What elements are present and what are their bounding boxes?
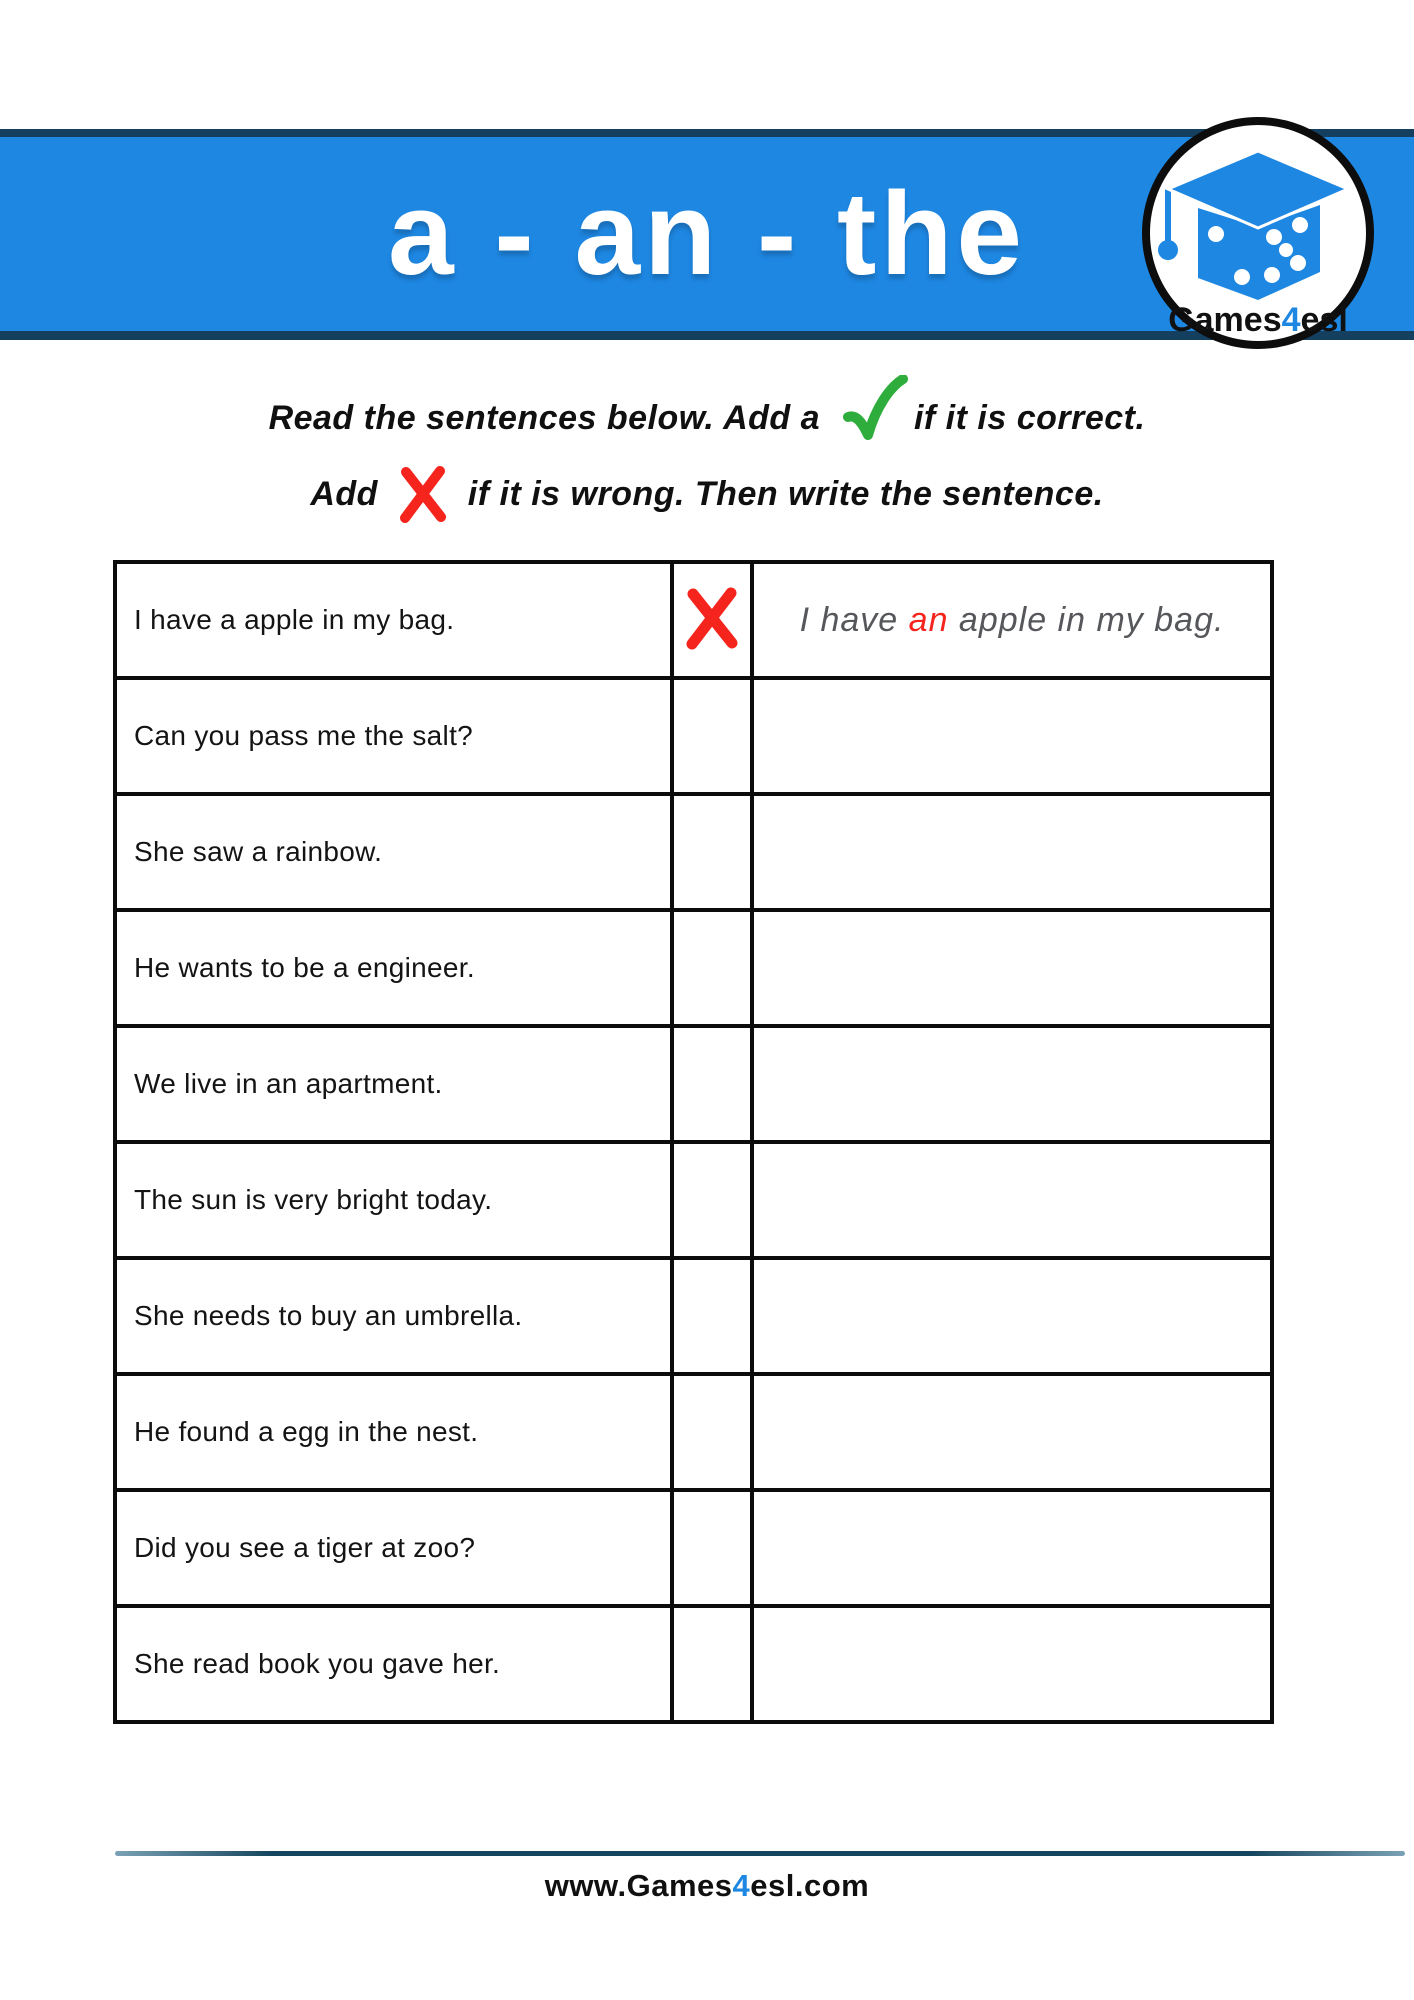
- mark-cell[interactable]: [672, 1142, 752, 1258]
- sentence-text: I have a apple in my bag.: [134, 604, 455, 635]
- sentence-cell: [115, 678, 672, 794]
- table-row: [115, 1258, 1272, 1374]
- red-cross-icon: [684, 585, 740, 651]
- answer-cell[interactable]: [752, 562, 1272, 678]
- table-row: [115, 678, 1272, 794]
- sentence-text: She saw a rainbow.: [134, 836, 383, 867]
- answer-cell[interactable]: [752, 794, 1272, 910]
- mark-cell[interactable]: [672, 562, 752, 678]
- answer-cell[interactable]: [752, 1374, 1272, 1490]
- sentence-cell: [115, 1490, 672, 1606]
- sentence-cell: [115, 794, 672, 910]
- mark-cell[interactable]: [672, 794, 752, 910]
- sentence-text: She needs to buy an umbrella.: [134, 1300, 523, 1331]
- sentence-cell: [115, 1374, 672, 1490]
- instruction-line-1: [0, 380, 1414, 456]
- graduation-cap-dice-icon: [1136, 111, 1380, 355]
- instructions: [0, 380, 1414, 532]
- mark-cell[interactable]: [672, 1026, 752, 1142]
- sentence-text: Can you pass me the salt?: [134, 720, 474, 751]
- sentence-text: He found a egg in the nest.: [134, 1416, 479, 1447]
- sentence-text: She read book you gave her.: [134, 1648, 501, 1679]
- sentence-text: The sun is very bright today.: [134, 1184, 493, 1215]
- sentence-cell: [115, 562, 672, 678]
- green-check-icon: [842, 375, 908, 447]
- table-row: [115, 1374, 1272, 1490]
- handwritten-answer: I have an apple in my bag.: [799, 600, 1225, 639]
- answer-cell[interactable]: [752, 910, 1272, 1026]
- red-cross-icon: [398, 465, 448, 523]
- table-row: [115, 1142, 1272, 1258]
- mark-cell[interactable]: [672, 1606, 752, 1722]
- mark-cell[interactable]: [672, 1490, 752, 1606]
- answer-cell[interactable]: [752, 678, 1272, 794]
- table-row: [115, 1490, 1272, 1606]
- sentence-table: [113, 560, 1274, 1724]
- mark-cell[interactable]: [672, 1258, 752, 1374]
- table-row: [115, 794, 1272, 910]
- sentence-cell: [115, 1142, 672, 1258]
- instruction-text: if it is correct.: [913, 398, 1146, 437]
- logo-brand-text: Games4esl: [1168, 301, 1348, 339]
- instruction-text: if it is wrong. Then write the sentence.: [457, 474, 1104, 513]
- sentence-cell: [115, 910, 672, 1026]
- tassel-ball: [1158, 240, 1178, 260]
- instruction-line-2: [0, 456, 1414, 532]
- mark-cell[interactable]: [672, 1374, 752, 1490]
- sentence-cell: [115, 1026, 672, 1142]
- instruction-text: Add: [310, 474, 388, 513]
- mark-cell[interactable]: [672, 678, 752, 794]
- instruction-text: Read the sentences below. Add a: [268, 398, 830, 437]
- mark-cell[interactable]: [672, 910, 752, 1026]
- answer-cell[interactable]: [752, 1606, 1272, 1722]
- table-row: [115, 562, 1272, 678]
- answer-cell[interactable]: [752, 1142, 1272, 1258]
- answer-cell[interactable]: [752, 1258, 1272, 1374]
- games4esl-logo: [1136, 111, 1380, 355]
- sentence-text: We live in an apartment.: [134, 1068, 443, 1099]
- sentence-text: Did you see a tiger at zoo?: [134, 1532, 476, 1563]
- footer-url: www.Games4esl.com: [544, 1868, 870, 1903]
- footer: [0, 1868, 1414, 1904]
- table-row: [115, 910, 1272, 1026]
- footer-divider: [115, 1851, 1405, 1856]
- table-row: [115, 1606, 1272, 1722]
- sentence-text: He wants to be a engineer.: [134, 952, 475, 983]
- page-title: a - an - the: [387, 168, 1027, 300]
- sentence-cell: [115, 1258, 672, 1374]
- answer-cell[interactable]: [752, 1490, 1272, 1606]
- table-row: [115, 1026, 1272, 1142]
- answer-cell[interactable]: [752, 1026, 1272, 1142]
- sentence-cell: [115, 1606, 672, 1722]
